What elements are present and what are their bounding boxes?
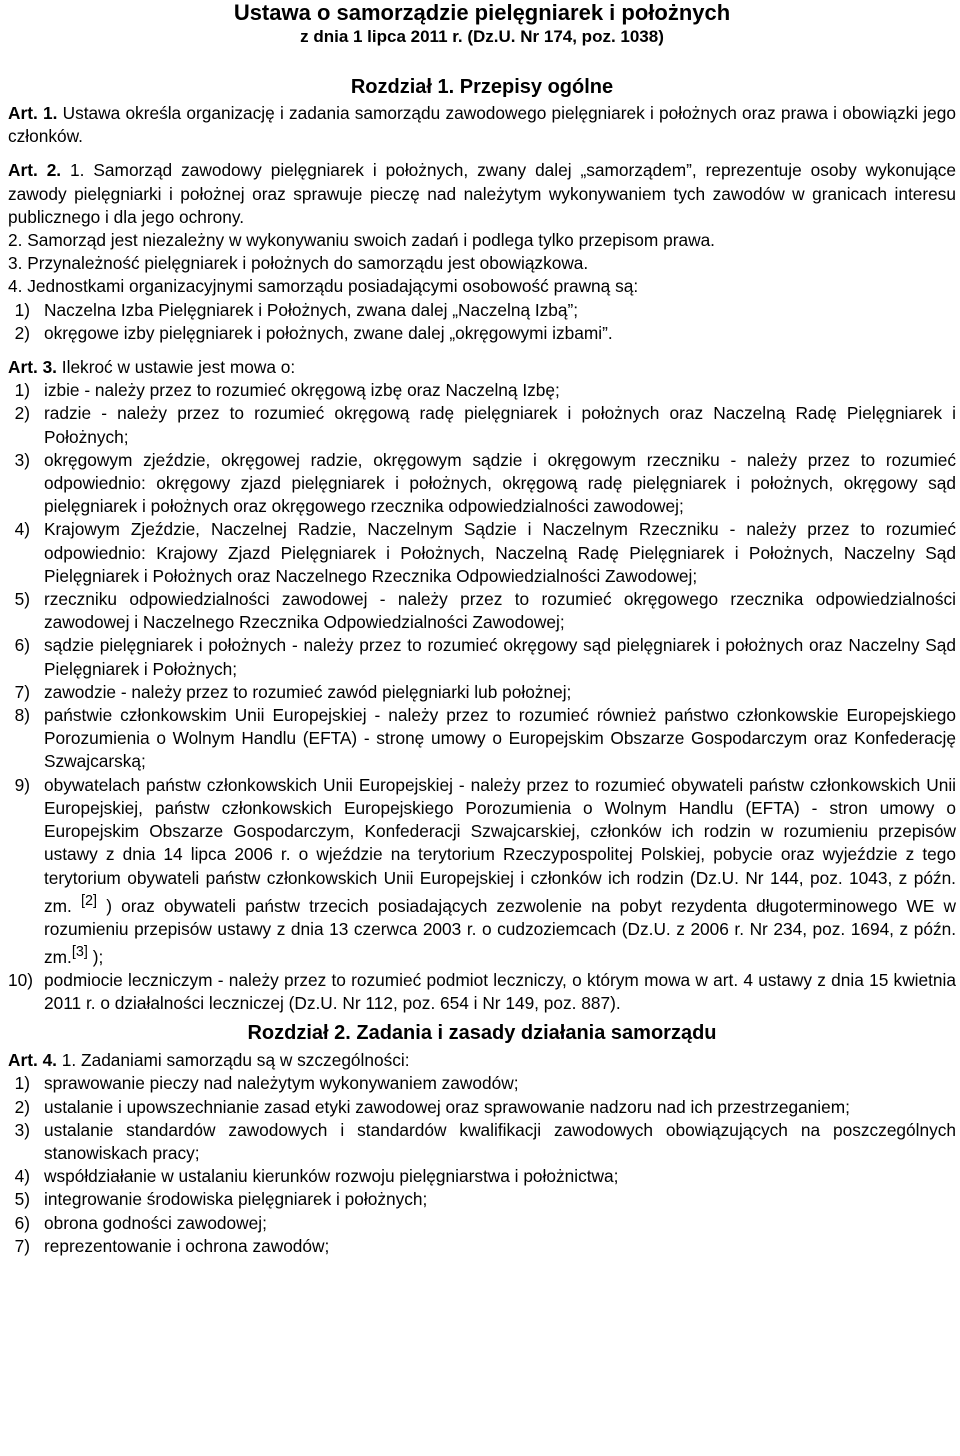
art-2-p3-text: Przynależność pielęgniarek i położnych do samorządu jest obowiązkowa. xyxy=(27,253,589,274)
art-3-intro-text: Ilekroć w ustawie jest mowa o: xyxy=(61,357,296,378)
art-4-list-item xyxy=(8,1096,956,1119)
art-2-label: Art. 2. xyxy=(8,160,62,181)
art-3-list-item-9 xyxy=(8,774,956,969)
list-item-number: 7) xyxy=(14,681,30,702)
list-item-text: ustalanie i upowszechnianie zasad etyki zawodowej oraz sprawowanie nadzoru nad ich przestrzeganiem; xyxy=(44,1096,850,1117)
list-item-number: 1) xyxy=(14,299,30,320)
list-item-text: reprezentowanie i ochrona zawodów; xyxy=(44,1235,330,1256)
art-4-label: Art. 4. xyxy=(8,1050,57,1071)
list-item-number: 3) xyxy=(14,1119,30,1140)
list-item-text: Naczelna Izba Pielęgniarek i Położnych, zwana dalej „Naczelną Izbą”; xyxy=(44,299,579,320)
art-2-p2-text: Samorząd jest niezależny w wykonywaniu swoich zadań i podlega tylko przepisom prawa. xyxy=(27,230,715,251)
list-item-text: podmiocie leczniczym - należy przez to rozumieć podmiot leczniczy, o którym mowa w art. 4 ustawy z dnia 15 kwietnia 2011 r. o działalności leczniczej (Dz.U. Nr 112, poz. 654 i Nr 149, poz. 887). xyxy=(44,969,956,1014)
list-item-number: 10) xyxy=(8,969,33,990)
list-item-number: 2) xyxy=(14,403,30,424)
list-item-text: sądzie pielęgniarek i położnych - należy przez to rozumieć okręgowy sąd pielęgniarek i położnych oraz Naczelny Sąd Pielęgniarek i Położnych; xyxy=(44,635,956,679)
art-4-list-item xyxy=(8,1212,956,1235)
list-item-number: 3) xyxy=(14,449,30,470)
list-item-text: zawodzie - należy przez to rozumieć zawód pielęgniarki lub położnej; xyxy=(44,681,572,702)
list-item-number: 9) xyxy=(14,774,30,795)
art-4-intro xyxy=(8,1049,956,1072)
list-item-number: 2) xyxy=(14,322,30,343)
art-4-p1-num: 1. xyxy=(61,1050,77,1071)
art-3-list-item-10 xyxy=(8,969,956,1015)
list-item-number: 6) xyxy=(14,1212,30,1233)
list-item-number: 2) xyxy=(14,1096,30,1117)
art-4-list-item xyxy=(8,1119,956,1165)
art-3-list-item xyxy=(8,634,956,680)
list-item-number: 1) xyxy=(14,380,30,401)
list-item-text: izbie - należy przez to rozumieć okręgową izbę oraz Naczelną Izbę; xyxy=(44,380,560,401)
art-2-para-4 xyxy=(8,275,956,298)
list-item-number: 8) xyxy=(14,705,30,726)
art-3-list-item xyxy=(8,704,956,774)
chapter-2-heading: Rozdział 2. Zadania i zasady działania samorządu xyxy=(247,1022,717,1045)
art-1-text: Ustawa określa organizację i zadania samorządu zawodowego pielęgniarek i położnych oraz prawa i obowiązki jego członków. xyxy=(8,103,956,147)
list-item-text: radzie - należy przez to rozumieć okręgową radę pielęgniarek i położnych oraz Naczelną Radę Pielęgniarek i Położnych; xyxy=(44,403,956,447)
list-item-text: okręgowe izby pielęgniarek i położnych, zwane dalej „okręgowymi izbami”. xyxy=(44,322,613,343)
art-4-list-item xyxy=(8,1165,956,1188)
list-item-number: 1) xyxy=(14,1073,30,1094)
list-item-number: 4) xyxy=(14,1166,30,1187)
chapter-1-heading: Rozdział 1. Przepisy ogólne xyxy=(350,76,614,98)
item-9-text-c: ); xyxy=(92,946,104,967)
art-3-list-item xyxy=(8,681,956,704)
item-9-text-b: ) oraz obywateli państw trzecich posiadających zezwolenie na pobyt rezydenta długoterminowego WE w rozumieniu przepisów ustawy z dnia 13 czerwca 2003 r. o cudzoziemcach (Dz.U. z 2006 r. Nr 234, poz. 1694, z późn. zm. xyxy=(44,895,956,967)
art-2-p4-text: Jednostkami organizacyjnymi samorządu posiadającymi osobowość prawną są: xyxy=(27,276,639,297)
art-2-p4-num: 4. xyxy=(8,276,23,297)
list-item-text: integrowanie środowiska pielęgniarek i położnych; xyxy=(44,1189,428,1210)
list-item-text xyxy=(44,774,956,969)
art-3-list-item xyxy=(8,588,956,634)
list-item-number: 5) xyxy=(14,589,30,610)
list-item-number: 5) xyxy=(14,1189,30,1210)
art-3-list-item xyxy=(8,379,956,402)
art-2-p1-num: 1. xyxy=(70,160,85,181)
art-3-list-item xyxy=(8,518,956,588)
art-2-para-3 xyxy=(8,252,956,275)
art-3-list-item xyxy=(8,402,956,448)
list-item-text: okręgowym zjeździe, okręgowej radzie, okręgowym sądzie i okręgowym rzeczniku - należy przez to rozumieć odpowiednio: okręgowy zjazd pielęgniarek i położnych, okręgową radę pielęgniarek i położnych, okręgowy sąd pielęgniarek i położnych oraz okręgowego rzecznika odpowiedzialności zawodowej; xyxy=(44,449,956,517)
art-4-list-item xyxy=(8,1072,956,1095)
art-2-p2-num: 2. xyxy=(8,230,23,251)
document-page xyxy=(8,0,956,1258)
art-2-para-1 xyxy=(8,159,956,229)
art-3-label: Art. 3. xyxy=(8,357,57,378)
list-item-text: współdziałanie w ustalaniu kierunków rozwoju pielęgniarstwa i położnictwa; xyxy=(44,1166,619,1187)
document-subtitle: z dnia 1 lipca 2011 r. (Dz.U. Nr 174, poz. 1038) xyxy=(300,27,664,46)
art-4-list-item xyxy=(8,1235,956,1258)
art-3-list-item xyxy=(8,449,956,519)
art-4-list-item xyxy=(8,1188,956,1211)
list-item-number: 7) xyxy=(14,1235,30,1256)
list-item-number: 4) xyxy=(14,519,30,540)
art-1-label: Art. 1. xyxy=(8,103,58,123)
list-item-text: obrona godności zawodowej; xyxy=(44,1212,267,1233)
footnote-ref-2[interactable]: [2] xyxy=(81,892,98,909)
footnote-ref-3[interactable]: [3] xyxy=(71,943,88,960)
document-title: Ustawa o samorządzie pielęgniarek i położnych xyxy=(233,0,731,25)
list-item-text: sprawowanie pieczy nad należytym wykonywaniem zawodów; xyxy=(44,1073,519,1094)
list-item-text: ustalanie standardów zawodowych i standardów kwalifikacji zawodowych obowiązujących na poszczególnych stanowiskach pracy; xyxy=(44,1119,956,1164)
item-9-text-a: obywatelach państw członkowskich Unii Europejskiej - należy przez to rozumieć obywateli państw członkowskich Unii Europejskiej, państw członkowskich Europejskiego Porozumienia o Wolnym Handlu (EFTA) - stron umowy o Europejskim Obszarze Gospodarczym, Konfederacji Szwajcarskiej, członków ich rodzin w rozumieniu przepisów ustawy z dnia 14 lipca 2006 r. o wjeździe na terytorium Rzeczypospolitej Polskiej, pobycie oraz wyjeździe z tego terytorium obywateli państw członkowskich Unii Europejskiej i członków ich rodzin (Dz.U. Nr 144, poz. 1043, z późn. zm. xyxy=(44,774,956,916)
art-4-intro-text: Zadaniami samorządu są w szczególności: xyxy=(81,1050,410,1071)
art-2-para-2 xyxy=(8,229,956,252)
art-2-p1-text: Samorząd zawodowy pielęgniarek i położnych, zwany dalej „samorządem”, reprezentuje osoby wykonujące zawody pielęgniarki i położnej oraz sprawuje pieczę nad należytym wykonywaniem tych zawodów w granicach interesu publicznego i dla jego ochrony. xyxy=(8,160,956,227)
art-2-list-item xyxy=(8,322,956,345)
list-item-number: 6) xyxy=(14,635,30,656)
list-item-text: rzeczniku odpowiedzialności zawodowej - należy przez to rozumieć okręgowego rzecznika odpowiedzialności zawodowej i Naczelnego Rzecznika Odpowiedzialności Zawodowej; xyxy=(44,589,956,633)
art-3-intro xyxy=(8,356,956,379)
list-item-text: państwie członkowskim Unii Europejskiej - należy przez to rozumieć również państwo członkowskie Europejskiego Porozumienia o Wolnym Handlu (EFTA) - stronę umowy o Europejskim Obszarze Gospodarczym oraz Konfederację Szwajcarską; xyxy=(44,705,956,772)
art-2-p3-num: 3. xyxy=(8,253,23,274)
art-2-list-item xyxy=(8,299,956,322)
art-1 xyxy=(8,102,956,148)
list-item-text: Krajowym Zjeździe, Naczelnej Radzie, Naczelnym Sądzie i Naczelnym Rzeczniku - należy przez to rozumieć odpowiednio: Krajowy Zjazd Pielęgniarek i Położnych, Naczelną Radę Pielęgniarek i Położnych, Naczelny Sąd Pielęgniarek i Położnych oraz Naczelnego Rzecznika Odpowiedzialności Zawodowej; xyxy=(44,519,956,586)
